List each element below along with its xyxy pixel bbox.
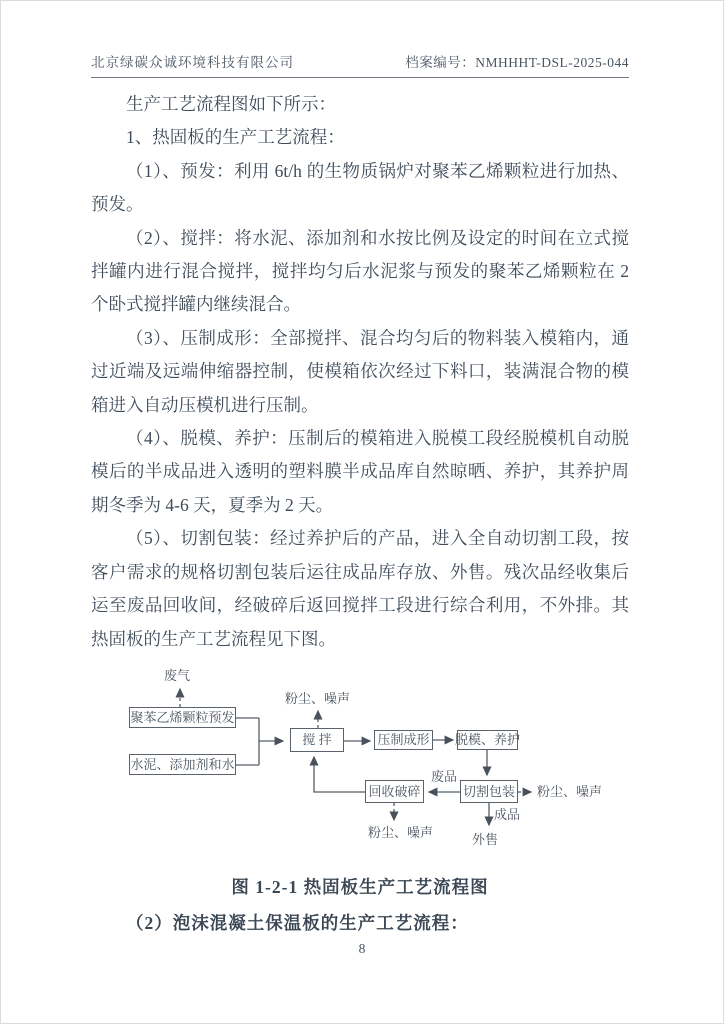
body-text — [91, 78, 629, 656]
paragraph-section-1: 1、热固板的生产工艺流程： — [126, 127, 345, 148]
doc-number-value: NMHHHT-DSL-2025-044 — [475, 55, 629, 70]
paragraph-step-1: （1）、预发：利用 6t/h 的生物质锅炉对聚苯乙烯颗粒进行加热、预发。 — [91, 160, 629, 215]
section-heading: （2）泡沫混凝土保温板的生产工艺流程： — [126, 912, 469, 933]
flow-node-materials: 水泥、添加剂和水 — [129, 754, 236, 775]
flow-node-pre-expansion: 聚苯乙烯颗粒预发 — [129, 707, 236, 728]
paragraph-step-3: （3）、压制成形：全部搅拌、混合均匀后的物料装入模箱内，通过近端及远端伸缩器控制，使模箱依次经过下料口，装满混合物的模箱进入自动压模机进行压制。 — [91, 327, 629, 415]
flow-label-dust-noise-mixing: 粉尘、噪声 — [285, 690, 351, 706]
figure-caption: 图 1-2-1 热固板生产工艺流程图 — [231, 876, 489, 897]
flow-node-cutting: 切割包装 — [460, 780, 518, 803]
company-name: 北京绿碳众诚环境科技有限公司 — [91, 55, 294, 70]
flow-label-dust-noise-cutting: 粉尘、噪声 — [537, 783, 603, 799]
doc-number — [405, 51, 629, 71]
page-header — [91, 51, 629, 78]
content-column — [91, 1, 629, 935]
flow-label-finished-product: 成品 — [494, 806, 521, 822]
flow-node-mixing: 搅 拌 — [290, 728, 344, 752]
doc-number-label: 档案编号： — [405, 55, 476, 70]
flow-label-scrap: 废品 — [431, 768, 458, 784]
paragraph-step-2: （2）、搅拌：将水泥、添加剂和水按比例及设定的时间在立式搅拌罐内进行混合搅拌，搅拌均匀后水泥浆与预发的聚苯乙烯颗粒在 2 个卧式搅拌罐内继续混合。 — [91, 227, 629, 315]
flow-node-demolding: 脱模、养护 — [457, 730, 518, 750]
flow-node-pressing: 压制成形 — [374, 730, 433, 750]
flow-node-recycling: 回收破碎 — [365, 780, 424, 803]
flow-label-waste-gas: 废气 — [164, 667, 191, 683]
flow-label-sale: 外售 — [472, 831, 499, 847]
flow-label-dust-noise-recycling: 粉尘、噪声 — [368, 824, 434, 840]
flowchart — [91, 658, 629, 858]
paragraph-intro: 生产工艺流程图如下所示： — [126, 94, 336, 114]
paragraph-step-5: （5）、切割包装：经过养护后的产品，进入全自动切割工段，按客户需求的规格切割包装后运往成品库存放、外售。残次品经收集后运至废品回收间，经破碎后返回搅拌工段进行综合利用，不外排。其热固板的生产工艺流程见下图。 — [91, 528, 629, 649]
paragraph-step-4: （4）、脱模、养护：压制后的模箱进入脱模工段经脱模机自动脱模后的半成品进入透明的塑料膜半成品库自然晾晒、养护，其养护周期冬季为 4-6 天，夏季为 2 天。 — [91, 428, 629, 515]
page-number: 8 — [358, 941, 366, 956]
